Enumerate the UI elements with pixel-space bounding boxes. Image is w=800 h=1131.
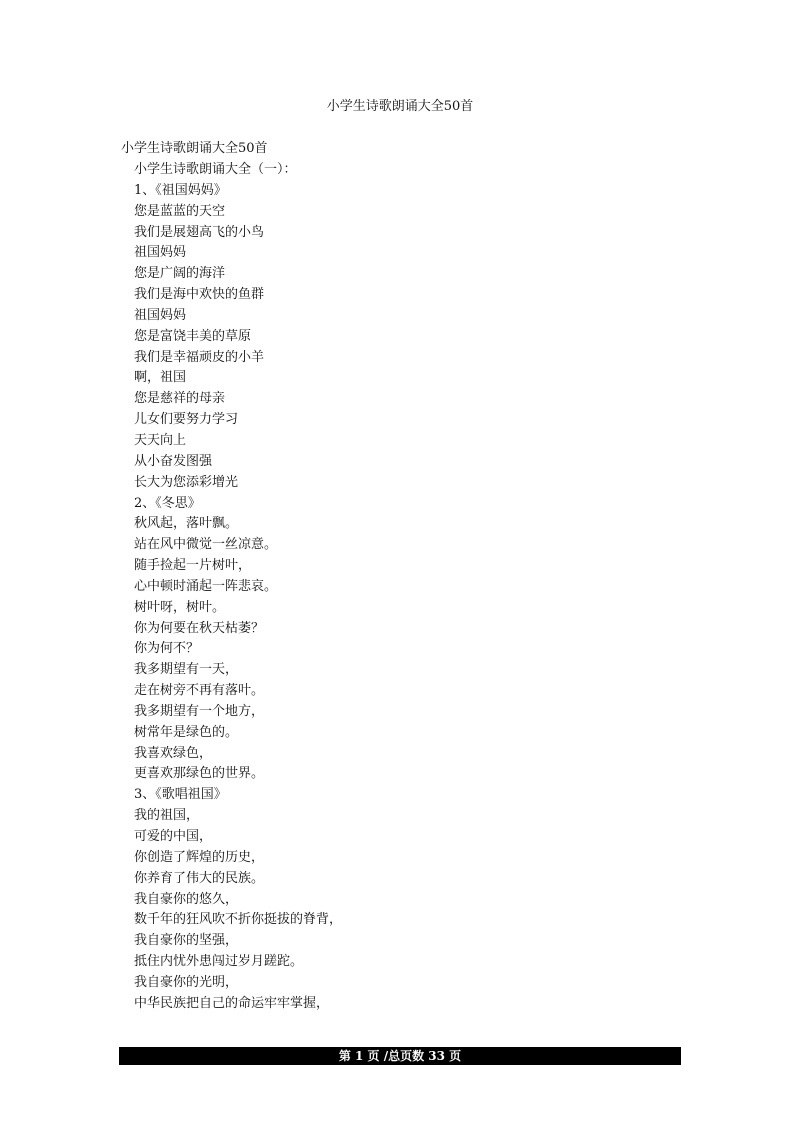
text-line: 长大为您添彩增光 — [134, 474, 239, 490]
text-line: 2、《冬思》 — [134, 495, 201, 511]
text-line: 从小奋发图强 — [134, 453, 213, 469]
text-line: 随手捡起一片树叶， — [134, 558, 252, 574]
text-line: 我自豪你的光明， — [134, 974, 239, 990]
poem-body — [134, 160, 342, 1015]
text-line: 数千年的狂风吹不折你挺拔的脊背， — [134, 912, 343, 928]
text-line: 树叶呀，树叶。 — [134, 599, 226, 615]
text-line: 我自豪你的坚强， — [134, 933, 239, 949]
text-line: 3、《歌唱祖国》 — [134, 787, 227, 803]
text-line: 我们是幸福顽皮的小羊 — [134, 349, 265, 365]
text-line: 我们是展翅高飞的小鸟 — [134, 224, 265, 240]
text-line: 小学生诗歌朗诵大全（一）： — [134, 162, 297, 177]
text-line: 中华民族把自己的命运牢牢掌握， — [134, 995, 330, 1011]
text-line: 你创造了辉煌的历史， — [134, 849, 265, 865]
text-line: 我自豪你的悠久， — [134, 891, 239, 907]
text-line: 我们是海中欢快的鱼群 — [134, 287, 265, 303]
document-heading: 小学生诗歌朗诵大全50首 — [121, 141, 268, 156]
text-line: 抵住内忧外患闯过岁月蹉跎。 — [134, 954, 304, 970]
text-line: 站在风中微觉一丝凉意。 — [134, 537, 278, 553]
text-line: 走在树旁不再有落叶。 — [134, 683, 265, 699]
text-line: 心中顿时涌起一阵悲哀。 — [134, 578, 278, 594]
text-line: 更喜欢那绿色的世界。 — [134, 766, 265, 782]
text-line: 啊，祖国 — [134, 370, 187, 386]
text-line: 树常年是绿色的。 — [134, 724, 239, 740]
text-line: 我喜欢绿色， — [134, 745, 213, 761]
text-line: 天天向上 — [134, 432, 187, 448]
text-line: 我的祖国， — [134, 808, 200, 824]
page-number-text: 第 1 页 /总页数 33 页 — [338, 1049, 462, 1063]
text-line: 您是蓝蓝的天空 — [134, 203, 226, 219]
page-title: 小学生诗歌朗诵大全50首 — [326, 99, 474, 114]
text-line: 我多期望有一个地方， — [134, 703, 265, 719]
text-line: 儿女们要努力学习 — [134, 412, 239, 428]
text-line: 秋风起，落叶飘。 — [134, 516, 239, 532]
text-line: 您是慈祥的母亲 — [134, 391, 226, 407]
page-footer — [119, 1047, 681, 1065]
text-line: 我多期望有一天， — [134, 662, 239, 678]
text-line: 祖国妈妈 — [134, 245, 187, 261]
text-line: 可爱的中国， — [134, 829, 213, 844]
text-line: 您是富饶丰美的草原 — [134, 328, 252, 344]
text-line: 祖国妈妈 — [134, 307, 187, 323]
text-line: 你为何不？ — [134, 641, 200, 657]
text-line: 1、《祖国妈妈》 — [134, 182, 227, 198]
text-line: 你为何要在秋天枯萎？ — [134, 620, 265, 636]
text-line: 你养育了伟大的民族。 — [134, 870, 265, 886]
text-line: 您是广阔的海洋 — [134, 266, 226, 282]
